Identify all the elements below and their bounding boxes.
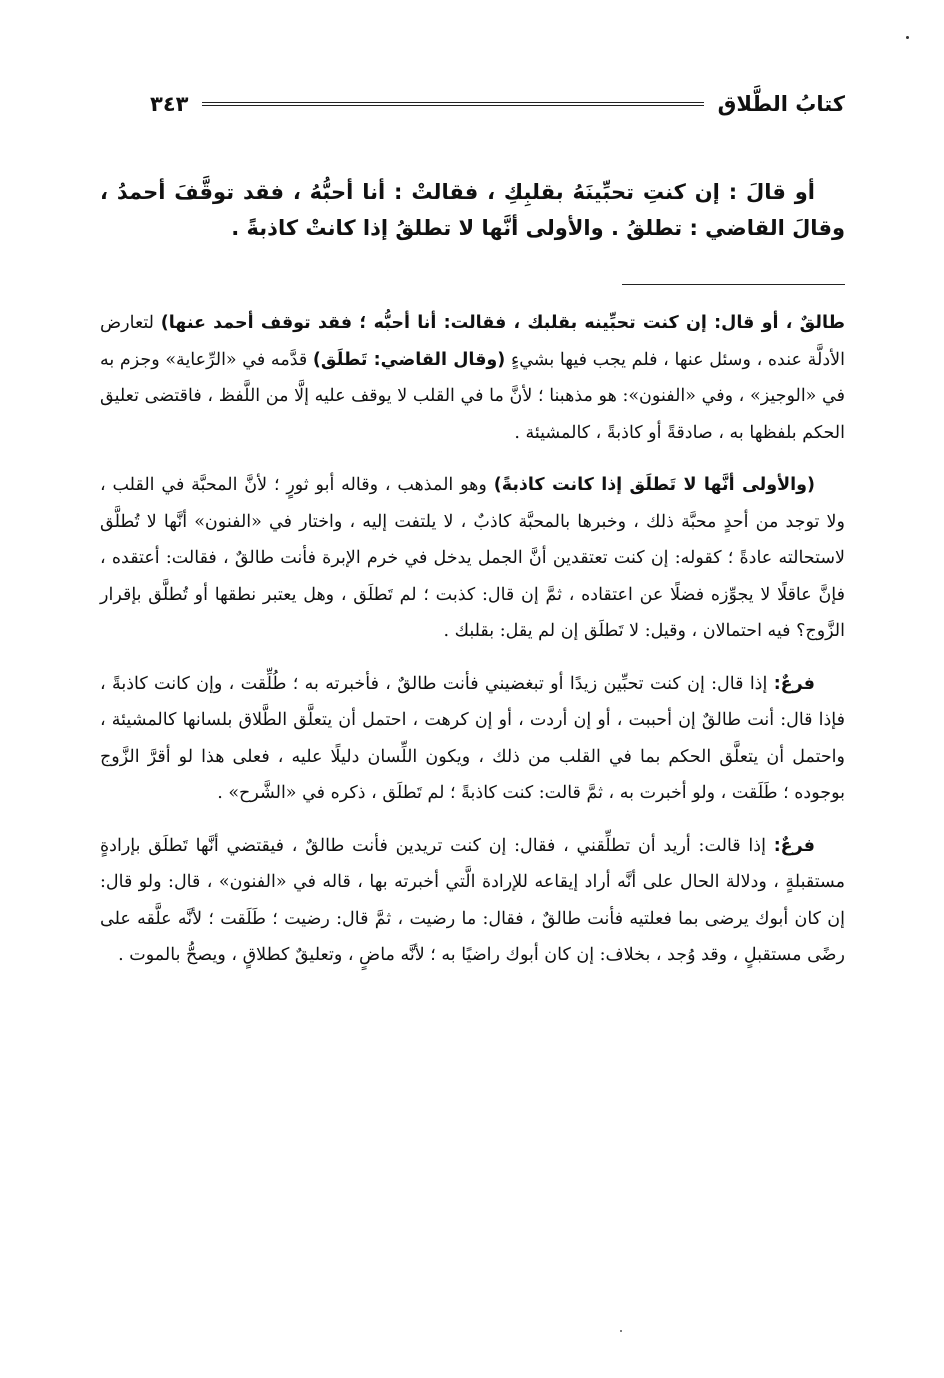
commentary (100, 305, 845, 990)
page-header (150, 84, 845, 124)
scan-speck (906, 36, 909, 39)
commentary-quote: (وقال القاضي: تَطلَق) (312, 349, 506, 370)
header-rule (202, 102, 703, 106)
branch-label: فرعٌ: (773, 673, 815, 694)
page-number: ٣٤٣ (150, 92, 189, 116)
commentary-paragraph-3 (100, 666, 845, 812)
commentary-text: إذا قال: إن كنت تحبِّين زيدًا أو تبغضيني فأنت طالقٌ ، فأخبرته به ؛ طُلِّقت ، وإن كانت كاذبةً ، فإذا قال: أنت طالقٌ إن أحببت ، أو إن أردت ، أو إن كرهت ، احتمل أن يتعلَّق الطَّلاق بلسانها كالمشيئة ، واحتمل أن يتعلَّق الحكم بما في القلب من ذلك ، ويكون اللِّسان دليلًا عليه ، فعلى هذا لو أقرَّ الزَّوج بوجوده ؛ طَلَقت ، ولو أخبرت به ، ثمَّ قالت: كنت كاذبةً ؛ لم تَطلَق ، ذكره في «الشَّرح» . (100, 673, 845, 803)
running-title: كتابُ الطَّلاق (717, 92, 845, 116)
commentary-text: إذا قالت: أريد أن تطلِّقني ، فقال: إن كنت تريدين فأنت طالقٌ ، فيقتضي أنَّها تَطلَق بإرادةٍ مستقبلةٍ ، ودلالة الحال على أنَّه أراد إيقاعه للإرادة الَّتي أخبرته بها ، قاله في «الفنون» ، قال: ولو قال: إن كان أبوك يرضى بما فعلتيه فأنت طالقٌ ، فقال: ما رضيت ، ثمَّ قال: رضيت ؛ طَلَقت ؛ لأنَّه علَّقه على رضًى مستقبلٍ ، وقد وُجد ، بخلاف: إن كان أبوك راضيًا به ؛ لأنَّه ماضٍ ، وتعليقٌ كطلاقٍ ، ويصحُّ بالموت . (100, 835, 845, 965)
commentary-quote: طالقٌ ، أو قال: إن كنت تحبِّينه بقلبك ، فقالت: أنا أحبُّه ؛ فقد توقف أحمد عنها) (160, 313, 845, 333)
main-text-line (100, 174, 845, 246)
commentary-paragraph-4 (100, 828, 845, 974)
commentary-text: قدَّمه في «الرِّعاية» وجزم به في «الوجيز» ، وفي «الفنون»: هو مذهبنا ؛ لأنَّ ما في القلب لا يوقف عليه إلَّا من اللَّفظ ، فاقتضى تعليق الحكم بلفظها به ، صادقةً أو كاذبةً ، كالمشيئة . (100, 349, 845, 443)
branch-label: فرعٌ: (773, 835, 815, 856)
commentary-text: لتعارض الأدلَّة عنده ، وسئل عنها ، فلم يجب فيها بشيءٍ (100, 313, 845, 370)
footnote-separator (622, 284, 845, 285)
main-text-line-1: أو قالَ : إن كنتِ تحبِّينَهُ بقلبِكِ ، فقالتْ : أنا أحبُّهُ ، فقد توقَّفَ أحمدُ ، (100, 180, 815, 204)
commentary-quote: (والأولى أنَّها لا تَطلَق إذا كانت كاذبةً) (493, 475, 815, 495)
commentary-paragraph-2 (100, 467, 845, 650)
main-text-line-2: وقالَ القاضي : تطلقُ . والأولى أنَّها لا تطلقُ إذا كانتْ كاذبةً . (231, 216, 845, 240)
commentary-paragraph-1 (100, 305, 845, 451)
commentary-text: وهو المذهب ، وقاله أبو ثورٍ ؛ لأنَّ المحبَّة في القلب ، ولا توجد من أحدٍ محبَّة ذلك ، وخبرها بالمحبَّة كاذبٌ ، لا يلتفت إليه ، واختار في «الفنون» أنَّها لا تُطلَّق لاستحالته عادةً ؛ كقوله: إن كنت تعتقدين أنَّ الجمل يدخل في خرم الإبرة فأنت طالقٌ ، فقالت: أعتقده ، فإنَّ عاقلًا لا يجوِّزه فضلًا عن اعتقاده ، ثمَّ إن قال: كذبت ؛ لم تَطلَق ، وهل يعتبر نطقها أو تُطلَّق بإقرار الزَّوج؟ فيه احتمالان ، وقيل: لا تَطلَق إن لم يقل: بقلبك . (100, 475, 845, 641)
scan-speck (620, 1330, 622, 1332)
main-text (100, 174, 845, 246)
